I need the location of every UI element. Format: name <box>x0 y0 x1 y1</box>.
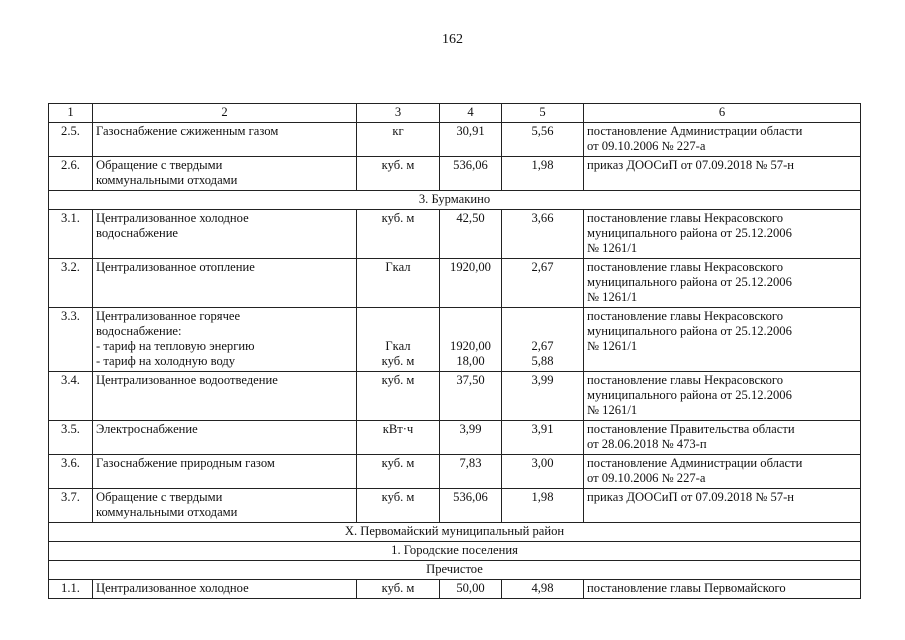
row-number: 3.6. <box>49 455 93 489</box>
norm-value-2 <box>502 157 584 191</box>
service-name-line: - тариф на тепловую энергию <box>96 339 255 353</box>
service-name-line: Централизованное горячее <box>96 309 241 323</box>
column-number: 6 <box>584 104 861 123</box>
legal-basis-line: от 09.10.2006 № 227-а <box>587 471 706 485</box>
norm-value-2-line: 1,98 <box>531 158 554 172</box>
norm-value <box>440 372 502 421</box>
section-row <box>49 542 861 561</box>
legal-basis-line: постановление главы Некрасовского <box>587 309 784 323</box>
legal-basis-line: № 1261/1 <box>587 339 638 353</box>
service-name-line: Газоснабжение природным газом <box>96 456 275 470</box>
column-number: 2 <box>93 104 357 123</box>
service-name-line: Централизованное водоотведение <box>96 373 278 387</box>
legal-basis <box>584 308 861 372</box>
table-row <box>49 489 861 523</box>
column-number: 5 <box>502 104 584 123</box>
column-number-row <box>49 104 861 123</box>
legal-basis-line: постановление главы Первомайского <box>587 581 786 595</box>
legal-basis-line: постановление главы Некрасовского <box>587 373 784 387</box>
column-number: 3 <box>357 104 440 123</box>
row-number: 3.1. <box>49 210 93 259</box>
unit-line: куб. м <box>381 211 415 225</box>
norm-value-2-line: 1,98 <box>531 490 554 504</box>
legal-basis-line: постановление Администрации области <box>587 124 803 138</box>
norm-value-2-line: 5,88 <box>531 354 554 368</box>
unit <box>357 372 440 421</box>
legal-basis-line: постановление главы Некрасовского <box>587 211 784 225</box>
legal-basis <box>584 259 861 308</box>
norm-value-line: 536,06 <box>453 158 488 172</box>
row-number: 1.1. <box>49 580 93 599</box>
unit <box>357 210 440 259</box>
legal-basis <box>584 210 861 259</box>
unit-line: Гкал <box>385 260 411 274</box>
table-row <box>49 259 861 308</box>
norm-value-2-line: 5,56 <box>531 124 554 138</box>
unit-line <box>360 309 436 324</box>
legal-basis <box>584 580 861 599</box>
service-name-line: Обращение с твердыми <box>96 490 223 504</box>
norm-value <box>440 308 502 372</box>
legal-basis-line: приказ ДООСиП от 07.09.2018 № 57-н <box>587 158 795 172</box>
service-name-line: коммунальными отходами <box>96 505 238 519</box>
unit <box>357 157 440 191</box>
legal-basis <box>584 123 861 157</box>
table-row <box>49 455 861 489</box>
row-number: 3.5. <box>49 421 93 455</box>
legal-basis <box>584 489 861 523</box>
norm-value-2-line: 2,67 <box>531 339 554 353</box>
service-name <box>93 489 357 523</box>
legal-basis-line: постановление Правительства области <box>587 422 795 436</box>
norm-value <box>440 259 502 308</box>
legal-basis <box>584 455 861 489</box>
legal-basis <box>584 372 861 421</box>
norm-value-2 <box>502 580 584 599</box>
norm-value <box>440 421 502 455</box>
unit-line: куб. м <box>381 354 415 368</box>
norm-value-line: 50,00 <box>456 581 485 595</box>
service-name <box>93 123 357 157</box>
legal-basis-line: постановление главы Некрасовского <box>587 260 784 274</box>
table-row <box>49 372 861 421</box>
column-number: 4 <box>440 104 502 123</box>
unit-line: куб. м <box>381 456 415 470</box>
legal-basis <box>584 421 861 455</box>
norm-value-line: 37,50 <box>456 373 485 387</box>
row-number: 3.2. <box>49 259 93 308</box>
page-number: 162 <box>442 32 463 47</box>
legal-basis-line: муниципального района от 25.12.2006 <box>587 324 792 338</box>
legal-basis-line: № 1261/1 <box>587 290 638 304</box>
unit-line: куб. м <box>381 373 415 387</box>
unit-line: кг <box>392 124 404 138</box>
column-number: 1 <box>49 104 93 123</box>
norm-value-line <box>443 324 498 339</box>
norm-value-2-line <box>505 324 580 339</box>
norm-value-2-line: 3,00 <box>531 456 554 470</box>
legal-basis-line: № 1261/1 <box>587 241 638 255</box>
table-row <box>49 123 861 157</box>
row-number: 3.3. <box>49 308 93 372</box>
norm-value-2-line: 4,98 <box>531 581 554 595</box>
section-title: 1. Городские поселения <box>49 542 861 561</box>
norm-value-2-line <box>505 309 580 324</box>
unit <box>357 308 440 372</box>
service-name-line: - тариф на холодную воду <box>96 354 236 368</box>
legal-basis-line: от 28.06.2018 № 473-п <box>587 437 707 451</box>
norm-value-line: 7,83 <box>459 456 482 470</box>
norm-value <box>440 489 502 523</box>
row-number: 3.4. <box>49 372 93 421</box>
section-row <box>49 191 861 210</box>
unit <box>357 455 440 489</box>
norm-value-2-line: 3,66 <box>531 211 554 225</box>
norm-value-2 <box>502 308 584 372</box>
service-name <box>93 421 357 455</box>
norm-value-2 <box>502 210 584 259</box>
norm-value-2-line: 2,67 <box>531 260 554 274</box>
norm-value-line: 30,91 <box>456 124 485 138</box>
service-name-line: водоснабжение <box>96 226 179 240</box>
norm-value-line: 42,50 <box>456 211 485 225</box>
unit-line: куб. м <box>381 581 415 595</box>
unit-line <box>360 324 436 339</box>
norm-value <box>440 455 502 489</box>
legal-basis <box>584 157 861 191</box>
service-name <box>93 157 357 191</box>
table-row <box>49 580 861 599</box>
section-row <box>49 523 861 542</box>
legal-basis-line: муниципального района от 25.12.2006 <box>587 388 792 402</box>
unit-line: кВт·ч <box>382 422 414 436</box>
norm-value <box>440 123 502 157</box>
unit <box>357 421 440 455</box>
service-name <box>93 210 357 259</box>
service-name <box>93 372 357 421</box>
section-title: Пречистое <box>49 561 861 580</box>
unit-line: Гкал <box>385 339 411 353</box>
norm-value-2 <box>502 123 584 157</box>
unit <box>357 489 440 523</box>
service-name-line: Централизованное холодное <box>96 211 249 225</box>
table-row <box>49 157 861 191</box>
unit <box>357 259 440 308</box>
row-number: 2.5. <box>49 123 93 157</box>
service-name <box>93 580 357 599</box>
norm-value-2-line: 3,99 <box>531 373 554 387</box>
row-number: 2.6. <box>49 157 93 191</box>
unit <box>357 580 440 599</box>
table-row <box>49 421 861 455</box>
norm-value <box>440 157 502 191</box>
norm-value-line <box>443 309 498 324</box>
service-name-line: Централизованное холодное <box>96 581 249 595</box>
norm-value-line: 18,00 <box>456 354 485 368</box>
service-name <box>93 455 357 489</box>
legal-basis-line: от 09.10.2006 № 227-а <box>587 139 706 153</box>
service-name-line: Централизованное отопление <box>96 260 255 274</box>
norm-value-2 <box>502 455 584 489</box>
norm-value-line: 1920,00 <box>450 260 491 274</box>
service-name-line: Обращение с твердыми <box>96 158 223 172</box>
legal-basis-line: № 1261/1 <box>587 403 638 417</box>
norm-value-2 <box>502 372 584 421</box>
norm-value-2-line: 3,91 <box>531 422 554 436</box>
norm-value-line: 1920,00 <box>450 339 491 353</box>
service-name-line: Электроснабжение <box>96 422 198 436</box>
norm-value <box>440 580 502 599</box>
norm-value <box>440 210 502 259</box>
unit-line: куб. м <box>381 490 415 504</box>
service-name <box>93 259 357 308</box>
table-row <box>49 308 861 372</box>
norm-value-2 <box>502 259 584 308</box>
section-title: X. Первомайский муниципальный район <box>49 523 861 542</box>
norm-value-line: 3,99 <box>459 422 482 436</box>
row-number: 3.7. <box>49 489 93 523</box>
legal-basis-line: муниципального района от 25.12.2006 <box>587 226 792 240</box>
norm-value-2 <box>502 489 584 523</box>
tariff-table <box>48 103 861 599</box>
unit-line: куб. м <box>381 158 415 172</box>
norm-value-2 <box>502 421 584 455</box>
section-row <box>49 561 861 580</box>
unit <box>357 123 440 157</box>
table-row <box>49 210 861 259</box>
table-body <box>49 123 861 599</box>
service-name-line: коммунальными отходами <box>96 173 238 187</box>
legal-basis-line: постановление Администрации области <box>587 456 803 470</box>
service-name-line: водоснабжение: <box>96 324 182 338</box>
norm-value-line: 536,06 <box>453 490 488 504</box>
service-name <box>93 308 357 372</box>
section-title: 3. Бурмакино <box>49 191 861 210</box>
legal-basis-line: муниципального района от 25.12.2006 <box>587 275 792 289</box>
service-name-line: Газоснабжение сжиженным газом <box>96 124 279 138</box>
legal-basis-line: приказ ДООСиП от 07.09.2018 № 57-н <box>587 490 795 504</box>
